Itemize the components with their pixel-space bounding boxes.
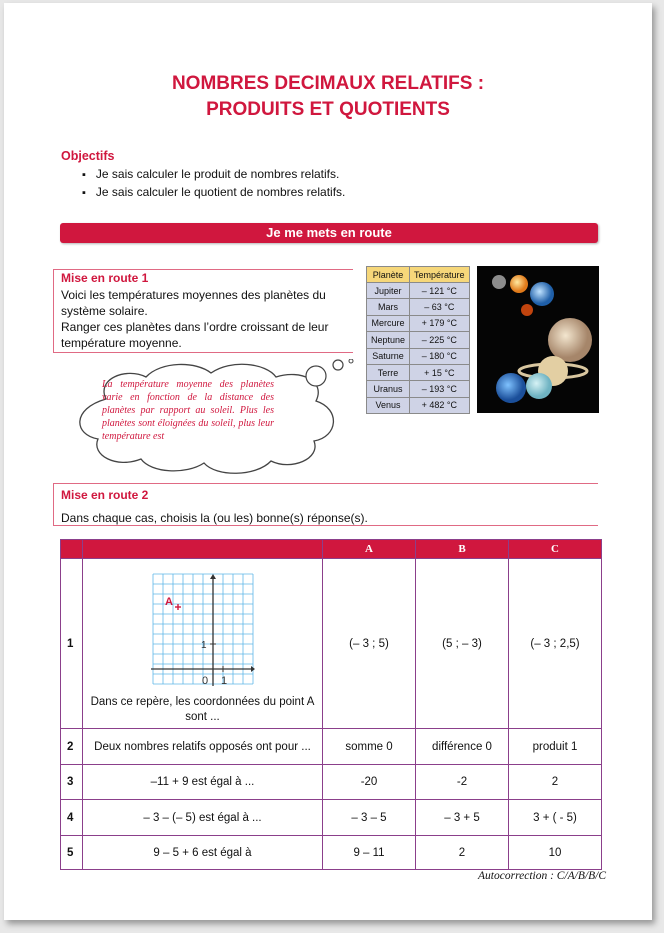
planet-temp: – 121 °C (410, 283, 470, 299)
header-a: A (323, 540, 416, 559)
y-axis-arrow (210, 574, 216, 579)
table-row (367, 364, 470, 380)
solar-system-image (477, 266, 599, 413)
answer-a: – 3 – 5 (323, 800, 416, 836)
header-c: C (509, 540, 602, 559)
answer-b: différence 0 (416, 729, 509, 765)
planet-temp: + 482 °C (410, 397, 470, 413)
point-a-label: A (164, 596, 173, 608)
header-question (83, 540, 323, 559)
planet-temp: – 63 °C (410, 299, 470, 315)
mer1-top-rule (53, 269, 353, 270)
mer2-bottom-rule (53, 525, 598, 526)
mer1-heading: Mise en route 1 (61, 271, 149, 285)
objective-item: ▪ Je sais calculer le quotient de nombres relatifs. (82, 184, 345, 202)
answer-a: (– 3 ; 5) (323, 559, 416, 729)
mer1-bottom-rule (53, 352, 353, 353)
page-title (4, 71, 652, 123)
x-tick-label: 1 (220, 675, 227, 687)
neptune-icon (496, 373, 526, 403)
mer1-line-1: Voici les températures moyennes des planètes du système solaire. (61, 288, 326, 318)
question-number: 2 (61, 729, 83, 765)
planet-name: Mars (367, 299, 410, 315)
question-text: Deux nombres relatifs opposés ont pour ... (83, 729, 323, 765)
table-row (367, 332, 470, 348)
planet-temp: – 180 °C (410, 348, 470, 364)
venus-icon (510, 275, 528, 293)
question-number: 1 (61, 559, 83, 729)
mer1-line-2: Ranger ces planètes dans l’ordre croissant de leur température moyenne. (61, 320, 329, 350)
mars-icon (521, 304, 533, 316)
cloud-text: La température moyenne des planètes varie en fonction de la distance des planètes par rapport au soleil. Plus les planètes sont éloignées du soleil, plus leur température est (102, 379, 274, 442)
planet-col-header: Planète (367, 267, 410, 283)
question-text: – 3 – (– 5) est égal à ... (83, 800, 323, 836)
question-text: Dans ce repère, les coordonnées du point A sont ... (90, 696, 315, 723)
mer1-side-rule (53, 270, 54, 352)
answer-b: (5 ; – 3) (416, 559, 509, 729)
answer-a: 9 – 11 (323, 836, 416, 870)
planet-temp: + 15 °C (410, 364, 470, 380)
y-tick-label: 1 (200, 640, 207, 651)
question-text: 9 – 5 + 6 est égal à (83, 836, 323, 870)
answer-b: 2 (416, 836, 509, 870)
objective-item: ▪ Je sais calculer le produit de nombres relatifs. (82, 166, 345, 184)
coordinate-grid (151, 572, 255, 692)
planet-name: Uranus (367, 381, 410, 397)
answer-b: – 3 + 5 (416, 800, 509, 836)
planet-name: Neptune (367, 332, 410, 348)
answer-b: -2 (416, 765, 509, 800)
question-number: 3 (61, 765, 83, 800)
table-row (367, 283, 470, 299)
mercury-icon (492, 275, 506, 289)
table-row (61, 559, 602, 729)
origin-label: 0 (201, 675, 208, 687)
planet-temp: – 193 °C (410, 381, 470, 397)
objectives-heading: Objectifs (61, 149, 115, 163)
objectives-list (82, 166, 345, 202)
autocorrection-note: Autocorrection : C/A/B/B/C (478, 870, 606, 882)
question-cell (83, 559, 323, 729)
qcm-table (60, 539, 602, 870)
title-line-1: NOMBRES DECIMAUX RELATIFS : (171, 73, 485, 94)
mer2-heading: Mise en route 2 (61, 488, 149, 502)
table-row (61, 765, 602, 800)
answer-c: 2 (509, 765, 602, 800)
header-num (61, 540, 83, 559)
question-number: 4 (61, 800, 83, 836)
question-text: –11 + 9 est égal à ... (83, 765, 323, 800)
planet-temp: + 179 °C (410, 315, 470, 331)
temperature-col-header: Température (410, 267, 470, 283)
section-banner: Je me mets en route (60, 223, 598, 243)
grid-lines (153, 574, 253, 684)
question-number: 5 (61, 836, 83, 870)
table-row (367, 299, 470, 315)
answer-c: 10 (509, 836, 602, 870)
planet-name: Venus (367, 397, 410, 413)
title-line-2: PRODUITS ET QUOTIENTS (206, 99, 450, 120)
planet-name: Jupiter (367, 283, 410, 299)
answer-c: (– 3 ; 2,5) (509, 559, 602, 729)
mer2-side-rule (53, 483, 54, 525)
table-row (61, 800, 602, 836)
planet-temp: – 225 °C (410, 332, 470, 348)
header-b: B (416, 540, 509, 559)
earth-icon (530, 282, 554, 306)
answer-c: produit 1 (509, 729, 602, 765)
table-row (61, 836, 602, 870)
table-row (367, 397, 470, 413)
mer2-instruction: Dans chaque cas, choisis la (ou les) bonne(s) réponse(s). (61, 511, 368, 525)
jupiter-icon (548, 318, 592, 362)
answer-a: -20 (323, 765, 416, 800)
table-row (61, 729, 602, 765)
table-row (367, 381, 470, 397)
mer1-text (61, 287, 351, 351)
planet-name: Saturne (367, 348, 410, 364)
planet-temperature-table (366, 266, 470, 414)
answer-a: somme 0 (323, 729, 416, 765)
mer2-top-rule (53, 483, 598, 484)
planet-name: Terre (367, 364, 410, 380)
table-row (367, 348, 470, 364)
uranus-icon (526, 373, 552, 399)
answer-c: 3 + ( - 5) (509, 800, 602, 836)
table-row (367, 315, 470, 331)
planet-name: Mercure (367, 315, 410, 331)
worksheet-page (4, 3, 652, 920)
